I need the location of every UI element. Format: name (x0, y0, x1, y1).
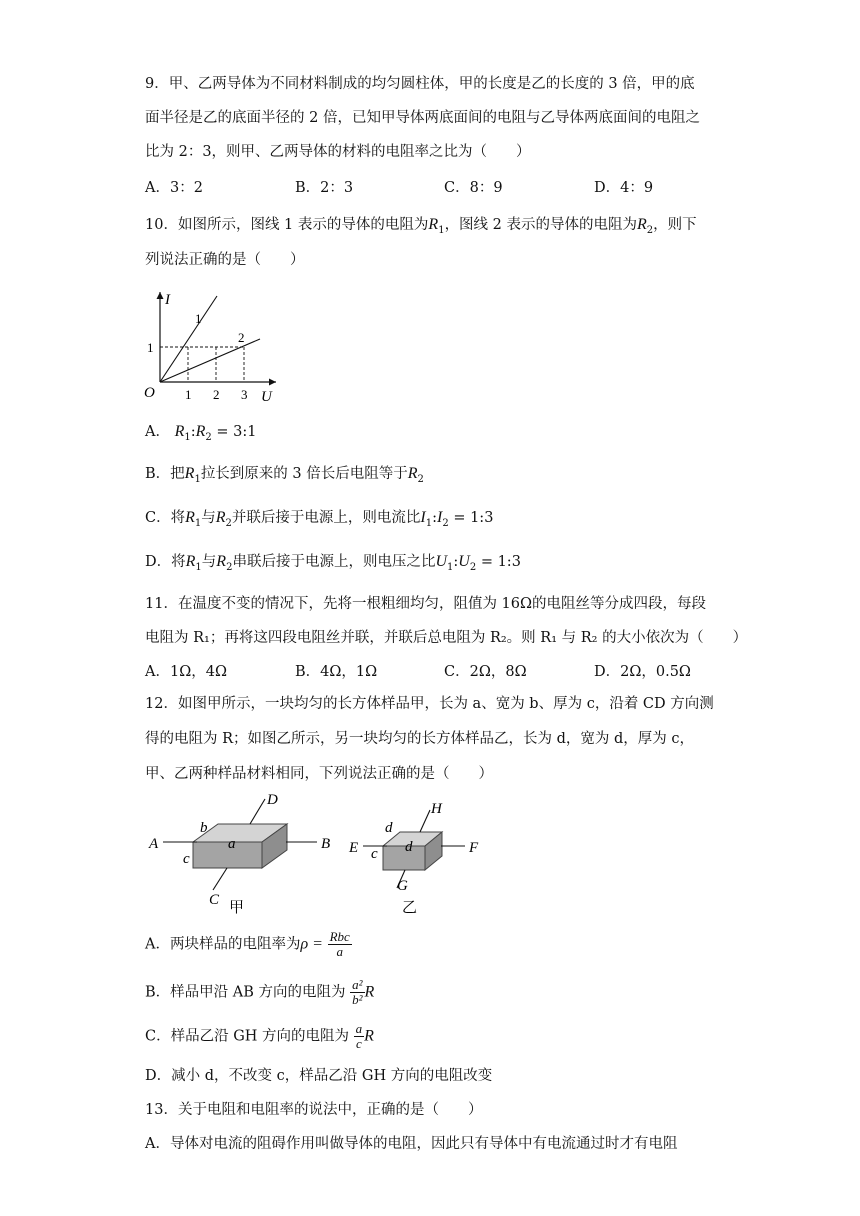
y-axis-label: I (165, 292, 170, 308)
q10-line-1-c: ，则下 (653, 217, 697, 233)
q10-line-1 (145, 213, 697, 236)
q12-option-a (145, 930, 352, 959)
q12-option-b (145, 978, 374, 1007)
fraction-numerator: a (355, 1021, 363, 1036)
r1-symbol: R (174, 423, 185, 440)
q10-option-b (145, 462, 424, 485)
r1-symbol: R (428, 216, 439, 233)
label-E: E (349, 840, 359, 856)
q11-option-b: B．4Ω，1Ω (295, 664, 378, 680)
q9-line-1: 9．甲、乙两导体为不同材料制成的均匀圆柱体，甲的长度是乙的长度的 3 倍，甲的底 (145, 76, 695, 92)
q9-line-2: 面半径是乙的底面半径的 2 倍，已知甲导体两底面间的电阻与乙导体两底面间的电阻之 (145, 110, 700, 126)
r1-symbol: R (185, 509, 195, 526)
y-tick-1: 1 (147, 340, 154, 355)
subscript: 1 (425, 517, 433, 529)
r1-symbol: R (184, 465, 195, 482)
subscript: 1 (438, 224, 445, 236)
q11-line-1: 11．在温度不变的情况下，先将一根粗细均匀，阻值为 16Ω的电阻丝等分成四段，每段 (145, 596, 707, 612)
r2-symbol: R (407, 465, 418, 482)
option-c-prefix: C．将 (145, 510, 186, 526)
fraction-denominator: a (336, 944, 343, 959)
subscript: 2 (442, 517, 449, 529)
option-d-text: 串联后接于电源上，则电压之比 (232, 554, 436, 570)
label-B: B (321, 836, 331, 852)
q10-line-1-b: ，图线 2 表示的导体的电阻为 (444, 217, 638, 233)
option-b-text: B．样品甲沿 AB 方向的电阻为 (145, 984, 346, 1001)
q11-option-c: C．2Ω，8Ω (444, 664, 527, 680)
option-a-prefix: A． (145, 424, 170, 440)
x-tick-3: 3 (241, 387, 248, 402)
option-d-prefix: D．将 (145, 554, 186, 570)
subscript: 1 (184, 431, 191, 443)
q10-line-2: 列说法正确的是（ ） (145, 252, 305, 268)
label-A: A (149, 836, 159, 852)
x-tick-2: 2 (213, 387, 220, 402)
label-b: b (200, 820, 208, 836)
q9-option-d: D．4：9 (594, 180, 654, 196)
subscript: 1 (194, 473, 201, 485)
subscript: 1 (195, 561, 202, 573)
option-a-value: = 3:1 (216, 424, 257, 440)
option-c-and: 与 (201, 510, 216, 526)
q9-line-3: 比为 2：3，则甲、乙两导体的材料的电阻率之比为（ ） (145, 144, 531, 160)
u1-symbol: U (435, 553, 448, 570)
label-D: D (267, 792, 278, 808)
block-front-face (383, 846, 425, 870)
subscript: 2 (225, 517, 232, 529)
r-symbol: R (364, 983, 375, 1001)
fraction-denominator: b² (352, 992, 363, 1007)
q12-line-1: 12．如图甲所示，一块均匀的长方体样品甲，长为 a、宽为 b、厚为 c，沿着 CD 方向测 (145, 696, 714, 712)
r2-symbol: R (216, 553, 227, 570)
q10-option-a (145, 420, 257, 443)
q11-option-d: D．2Ω，0.5Ω (594, 664, 691, 680)
label-C: C (209, 892, 220, 908)
caption-yi: 乙 (402, 900, 418, 915)
i1-symbol: I (420, 509, 426, 526)
origin-label: O (144, 385, 155, 401)
subscript: 2 (646, 224, 654, 236)
option-b-text: 拉长到原来的 3 倍长后电阻等于 (200, 466, 408, 482)
label-d-front: d (405, 839, 413, 855)
q9-option-c: C．8：9 (444, 180, 503, 196)
subscript: 2 (417, 473, 424, 485)
r2-symbol: R (215, 509, 226, 526)
q12-option-c (145, 1022, 374, 1051)
x-tick-1: 1 (185, 387, 192, 402)
fraction-numerator: a² (352, 977, 363, 992)
r2-symbol: R (195, 423, 206, 440)
graph-line-1 (160, 296, 217, 382)
caption-jia: 甲 (229, 900, 245, 915)
graph-line-2 (160, 339, 260, 382)
q13-line-1: 13．关于电阻和电阻率的说法中，正确的是（ ） (145, 1102, 483, 1118)
label-F: F (469, 840, 479, 856)
option-d-and: 与 (201, 554, 217, 570)
rho-symbol: ρ = (300, 935, 323, 953)
label-d-top: d (385, 820, 393, 836)
option-c-text: C．样品乙沿 GH 方向的电阻为 (145, 1028, 350, 1045)
sample-yi-figure (345, 790, 495, 915)
subscript: 1 (447, 561, 454, 573)
option-c-value: = 1:3 (453, 510, 494, 526)
q10-line-1-a: 10．如图所示，图线 1 表示的导体的电阻为 (145, 217, 429, 233)
fraction-denominator: c (356, 1036, 362, 1051)
subscript: 2 (205, 431, 212, 443)
option-d-value: = 1:3 (480, 554, 521, 570)
lead-h (420, 810, 430, 832)
line-2-label: 2 (238, 330, 245, 345)
label-c: c (183, 851, 190, 867)
q13-option-a: A．导体对电流的阻碍作用叫做导体的电阻，因此只有导体中有电流通过时才有电阻 (145, 1136, 678, 1152)
label-G: G (397, 878, 408, 894)
r2-symbol: R (637, 216, 647, 233)
subscript: 1 (194, 517, 202, 529)
q12-line-2: 得的电阻为 R；如图乙所示，另一块均匀的长方体样品乙，长为 d，宽为 d，厚为 c， (145, 731, 695, 747)
fraction-numerator: Rbc (329, 929, 350, 944)
lead-c (213, 868, 227, 890)
q11-line-2: 电阻为 R₁；再将这四段电阻丝并联，并联后总电阻为 R₂。则 R₁ 与 R₂ 的大小依次为（ ） (145, 630, 748, 646)
q12-option-d: D．减小 d，不改变 c，样品乙沿 GH 方向的电阻改变 (145, 1068, 493, 1084)
iu-graph (140, 288, 280, 408)
x-axis-label: U (261, 389, 272, 405)
label-c: c (371, 846, 378, 862)
label-H: H (431, 801, 442, 817)
ratio-sign: : (190, 424, 196, 440)
q10-option-d: D．将$R_1$与$R_2$串联后接于电源上，则电压之比$U_1:U_2$ = 1:3 (145, 553, 521, 573)
q12-line-3: 甲、乙两种样品材料相同，下列说法正确的是（ ） (145, 766, 493, 782)
subscript: 2 (226, 561, 233, 573)
sample-jia-figure (145, 790, 345, 915)
fraction-a2-over-b2 (350, 978, 364, 1007)
option-a-text: A．两块样品的电阻率为 (145, 936, 301, 953)
r1-symbol: R (185, 553, 196, 570)
q11-option-a: A．1Ω，4Ω (145, 664, 227, 680)
fraction-a-over-c (354, 1022, 365, 1051)
fraction-rbc-over-a (328, 930, 352, 959)
i2-symbol: I (437, 509, 443, 526)
line-1-label: 1 (195, 311, 202, 326)
q9-option-a: A．3：2 (145, 180, 203, 196)
option-b-prefix: B．把 (145, 466, 185, 482)
label-a: a (228, 836, 236, 852)
q9-option-b: B．2：3 (295, 180, 354, 196)
r-symbol: R (364, 1027, 374, 1045)
lead-d (250, 799, 265, 824)
subscript: 2 (469, 561, 477, 573)
u2-symbol: U (458, 553, 470, 570)
option-c-text: 并联后接于电源上，则电流比 (231, 510, 421, 526)
q10-option-c: C．将$R_1$与$R_2$并联后接于电源上，则电流比$I_1:I_2$ = 1:3 (145, 509, 494, 529)
